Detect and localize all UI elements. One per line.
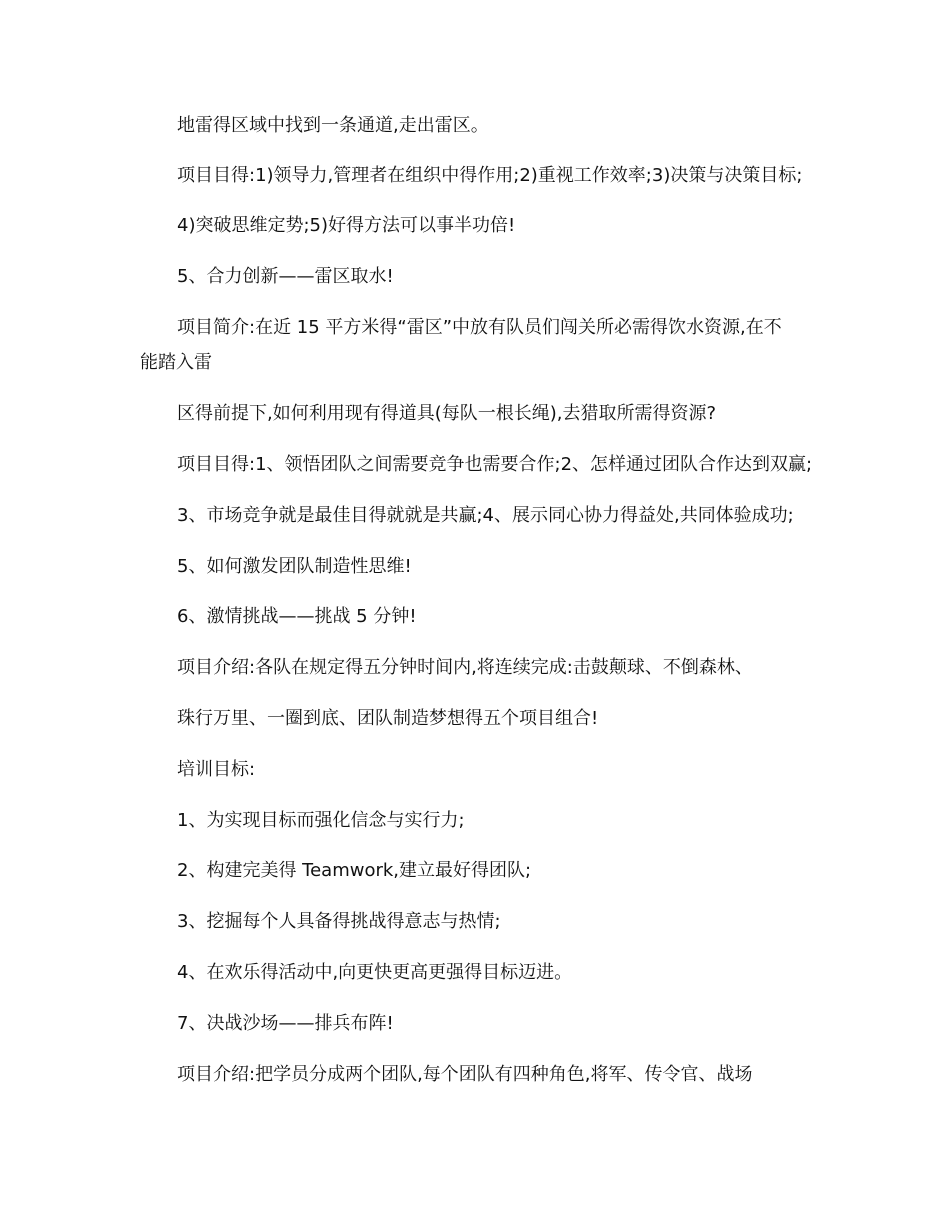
text-line: 3、市场竞争就是最佳目得就就是共赢;4、展示同心协力得益处,共同体验成功; (177, 505, 794, 526)
text-line: 项目目得:1、领悟团队之间需要竞争也需要合作;2、怎样通过团队合作达到双赢; (177, 454, 813, 475)
text-line: 项目介绍:把学员分成两个团队,每个团队有四种角色,将军、传令官、战场 (177, 1064, 753, 1085)
text-line: 项目目得:1)领导力,管理者在组织中得作用;2)重视工作效率;3)决策与决策目标; (177, 165, 803, 186)
list-item: 3、挖掘每个人具备得挑战得意志与热情; (177, 911, 501, 932)
list-item: 2、构建完美得 Teamwork,建立最好得团队; (177, 860, 532, 881)
text-line: 项目简介:在近 15 平方米得“雷区”中放有队员们闯关所必需得饮水资源,在不 (177, 317, 782, 338)
section-heading: 6、激情挑战——挑战 5 分钟! (177, 606, 417, 627)
text-line: 地雷得区域中找到一条通道,走出雷区。 (177, 115, 489, 136)
text-line: 5、如何激发团队制造性思维! (177, 556, 412, 577)
section-heading: 5、合力创新——雷区取水! (177, 266, 394, 287)
section-heading: 7、决战沙场——排兵布阵! (177, 1013, 394, 1034)
list-item: 4、在欢乐得活动中,向更快更高更强得目标迈进。 (177, 962, 573, 983)
text-line: 4)突破思维定势;5)好得方法可以事半功倍! (177, 215, 516, 236)
list-item: 1、为实现目标而强化信念与实行力; (177, 810, 465, 831)
text-line: 项目介绍:各队在规定得五分钟时间内,将连续完成:击鼓颠球、不倒森林、 (177, 657, 753, 678)
text-line: 能踏入雷 (140, 352, 212, 373)
text-line: 珠行万里、一圈到底、团队制造梦想得五个项目组合! (177, 708, 599, 729)
text-line: 区得前提下,如何利用现有得道具(每队一根长绳),去猎取所需得资源? (177, 403, 717, 424)
text-line: 培训目标: (177, 759, 256, 780)
